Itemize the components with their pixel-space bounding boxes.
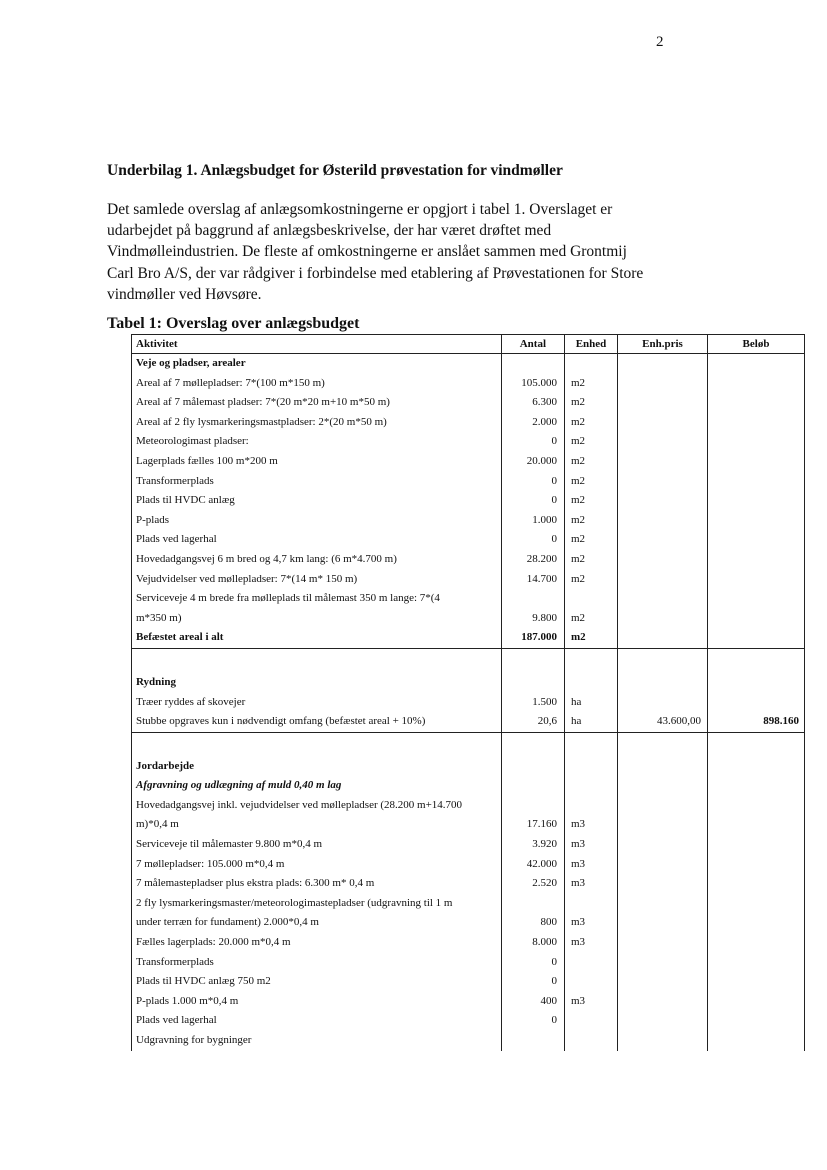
row-amount xyxy=(708,491,805,511)
row-amount xyxy=(708,894,805,914)
header-enhpris: Enh.pris xyxy=(618,335,708,354)
row-quantity xyxy=(502,796,565,816)
row-amount xyxy=(708,609,805,629)
table-body xyxy=(132,354,805,1051)
table-row xyxy=(132,413,805,433)
row-amount xyxy=(708,393,805,413)
row-activity: Plads til HVDC anlæg xyxy=(132,491,502,511)
row-unit-price xyxy=(618,1031,708,1051)
row-unit xyxy=(565,1031,618,1051)
row-amount xyxy=(708,953,805,973)
row-activity: Lagerplads fælles 100 m*200 m xyxy=(132,452,502,472)
row-unit-price xyxy=(618,776,708,796)
row-activity: Afgravning og udlægning af muld 0,40 m lag xyxy=(132,776,502,796)
row-amount xyxy=(708,413,805,433)
header-enhed: Enhed xyxy=(565,335,618,354)
row-unit-price xyxy=(618,609,708,629)
table-row xyxy=(132,452,805,472)
row-unit-price: 43.600,00 xyxy=(618,712,708,732)
row-unit xyxy=(565,972,618,992)
row-unit: ha xyxy=(565,712,618,732)
table-row xyxy=(132,673,805,693)
row-quantity xyxy=(502,757,565,777)
row-activity: Befæstet areal i alt xyxy=(132,628,502,648)
row-amount xyxy=(708,589,805,609)
page-number: 2 xyxy=(656,34,664,50)
row-unit: m3 xyxy=(565,874,618,894)
row-amount xyxy=(708,628,805,648)
row-activity: Veje og pladser, arealer xyxy=(132,354,502,374)
row-unit-price xyxy=(618,855,708,875)
row-amount xyxy=(708,835,805,855)
row-amount xyxy=(708,693,805,713)
row-unit: ha xyxy=(565,693,618,713)
spacer-cell xyxy=(708,648,805,673)
row-unit xyxy=(565,1011,618,1031)
row-unit: m2 xyxy=(565,413,618,433)
spacer-cell xyxy=(618,732,708,757)
row-activity: Serviceveje 4 m brede fra mølleplads til målemast 350 m lange: 7*(4 xyxy=(132,589,502,609)
row-quantity: 800 xyxy=(502,913,565,933)
table-row xyxy=(132,374,805,394)
table-row xyxy=(132,894,805,914)
row-unit: m2 xyxy=(565,511,618,531)
table-row xyxy=(132,712,805,732)
row-unit-price xyxy=(618,953,708,973)
spacer-cell xyxy=(132,648,502,673)
row-activity: Areal af 7 målemast pladser: 7*(20 m*20 m+10 m*50 m) xyxy=(132,393,502,413)
row-activity: Fælles lagerplads: 20.000 m*0,4 m xyxy=(132,933,502,953)
row-quantity: 2.520 xyxy=(502,874,565,894)
row-amount xyxy=(708,1031,805,1051)
row-activity: 7 målemastepladser plus ekstra plads: 6.300 m* 0,4 m xyxy=(132,874,502,894)
row-activity: Transformerplads xyxy=(132,472,502,492)
table-row xyxy=(132,1011,805,1031)
row-unit-price xyxy=(618,550,708,570)
row-unit: m2 xyxy=(565,393,618,413)
spacer-cell xyxy=(502,648,565,673)
row-unit-price xyxy=(618,757,708,777)
spacer-cell xyxy=(708,732,805,757)
row-unit: m2 xyxy=(565,472,618,492)
row-activity: m*350 m) xyxy=(132,609,502,629)
row-quantity xyxy=(502,894,565,914)
row-amount xyxy=(708,933,805,953)
table-row xyxy=(132,511,805,531)
table-row xyxy=(132,913,805,933)
row-unit: m3 xyxy=(565,835,618,855)
row-activity: Areal af 2 fly lysmarkeringsmastpladser: 2*(20 m*50 m) xyxy=(132,413,502,433)
row-unit-price xyxy=(618,913,708,933)
table-row xyxy=(132,432,805,452)
row-unit-price xyxy=(618,933,708,953)
table-row xyxy=(132,757,805,777)
spacer-cell xyxy=(502,732,565,757)
row-unit xyxy=(565,796,618,816)
row-activity: Meteorologimast pladser: xyxy=(132,432,502,452)
document-heading: Underbilag 1. Anlægsbudget for Østerild prøvestation for vindmøller xyxy=(107,162,563,179)
row-quantity: 14.700 xyxy=(502,570,565,590)
row-quantity: 187.000 xyxy=(502,628,565,648)
row-activity: Hovedadgangsvej 6 m bred og 4,7 km lang: (6 m*4.700 m) xyxy=(132,550,502,570)
row-unit: m3 xyxy=(565,815,618,835)
row-amount xyxy=(708,972,805,992)
row-quantity: 1.500 xyxy=(502,693,565,713)
row-quantity xyxy=(502,673,565,693)
row-activity: Hovedadgangsvej inkl. vejudvidelser ved møllepladser (28.200 m+14.700 xyxy=(132,796,502,816)
row-unit xyxy=(565,894,618,914)
row-activity: Areal af 7 møllepladser: 7*(100 m*150 m) xyxy=(132,374,502,394)
table-row xyxy=(132,835,805,855)
spacer-cell xyxy=(132,732,502,757)
row-activity: P-plads xyxy=(132,511,502,531)
spacer-cell xyxy=(565,648,618,673)
row-unit: m2 xyxy=(565,452,618,472)
table-row xyxy=(132,472,805,492)
row-unit-price xyxy=(618,992,708,1012)
row-amount xyxy=(708,874,805,894)
table-caption: Tabel 1: Overslag over anlægsbudget xyxy=(107,315,360,332)
row-quantity: 8.000 xyxy=(502,933,565,953)
header-beloeb: Beløb xyxy=(708,335,805,354)
intro-paragraph: Det samlede overslag af anlægsomkostningerne er opgjort i tabel 1. Overslaget er udarbejdet på baggrund af anlægsbeskrivelse, der har været drøftet med Vindmølleindustrien. De fleste af omkostningerne er anslået sammen med Grontmij Carl Bro A/S, der var rådgiver i forbindelse med etablering af Prøvestationen for Store vindmøller ved Høvsøre. xyxy=(107,201,644,303)
row-quantity: 17.160 xyxy=(502,815,565,835)
table-row xyxy=(132,796,805,816)
row-unit-price xyxy=(618,628,708,648)
row-unit-price xyxy=(618,393,708,413)
row-activity: Stubbe opgraves kun i nødvendigt omfang (befæstet areal + 10%) xyxy=(132,712,502,732)
row-unit xyxy=(565,757,618,777)
table-row xyxy=(132,776,805,796)
row-unit-price xyxy=(618,673,708,693)
row-unit: m2 xyxy=(565,628,618,648)
budget-table xyxy=(131,334,805,1051)
row-unit xyxy=(565,589,618,609)
row-amount xyxy=(708,570,805,590)
row-quantity: 400 xyxy=(502,992,565,1012)
row-unit-price xyxy=(618,491,708,511)
row-activity: under terræn for fundament) 2.000*0,4 m xyxy=(132,913,502,933)
table-row xyxy=(132,693,805,713)
row-amount xyxy=(708,992,805,1012)
row-quantity xyxy=(502,776,565,796)
row-quantity: 3.920 xyxy=(502,835,565,855)
table-row xyxy=(132,992,805,1012)
row-activity: Plads ved lagerhal xyxy=(132,530,502,550)
row-amount xyxy=(708,757,805,777)
row-quantity: 6.300 xyxy=(502,393,565,413)
row-quantity: 105.000 xyxy=(502,374,565,394)
row-quantity: 1.000 xyxy=(502,511,565,531)
spacer-cell xyxy=(565,732,618,757)
row-activity: Jordarbejde xyxy=(132,757,502,777)
row-unit-price xyxy=(618,511,708,531)
row-amount xyxy=(708,354,805,374)
row-activity: Plads ved lagerhal xyxy=(132,1011,502,1031)
row-amount xyxy=(708,550,805,570)
row-unit-price xyxy=(618,413,708,433)
row-amount xyxy=(708,796,805,816)
table-row xyxy=(132,550,805,570)
row-quantity: 9.800 xyxy=(502,609,565,629)
row-unit: m3 xyxy=(565,855,618,875)
table-row xyxy=(132,570,805,590)
row-amount xyxy=(708,776,805,796)
row-quantity: 42.000 xyxy=(502,855,565,875)
row-unit-price xyxy=(618,452,708,472)
row-quantity: 2.000 xyxy=(502,413,565,433)
row-activity: 2 fly lysmarkeringsmaster/meteorologimastepladser (udgravning til 1 m xyxy=(132,894,502,914)
row-unit xyxy=(565,776,618,796)
row-unit-price xyxy=(618,432,708,452)
row-quantity: 0 xyxy=(502,1011,565,1031)
table-row xyxy=(132,972,805,992)
row-unit-price xyxy=(618,570,708,590)
row-unit: m2 xyxy=(565,491,618,511)
table-row xyxy=(132,1031,805,1051)
table-row xyxy=(132,933,805,953)
row-amount xyxy=(708,374,805,394)
row-amount xyxy=(708,913,805,933)
row-activity: Træer ryddes af skovejer xyxy=(132,693,502,713)
row-activity: Udgravning for bygninger xyxy=(132,1031,502,1051)
row-unit: m3 xyxy=(565,933,618,953)
table-row xyxy=(132,589,805,609)
row-unit-price xyxy=(618,835,708,855)
table-row xyxy=(132,855,805,875)
row-unit-price xyxy=(618,1011,708,1031)
row-unit: m3 xyxy=(565,913,618,933)
row-unit-price xyxy=(618,815,708,835)
row-amount: 898.160 xyxy=(708,712,805,732)
row-unit-price xyxy=(618,374,708,394)
row-activity: Vejudvidelser ved møllepladser: 7*(14 m* 150 m) xyxy=(132,570,502,590)
row-unit-price xyxy=(618,589,708,609)
row-activity: m)*0,4 m xyxy=(132,815,502,835)
row-quantity: 20,6 xyxy=(502,712,565,732)
row-quantity: 20.000 xyxy=(502,452,565,472)
row-quantity xyxy=(502,1031,565,1051)
spacer-row xyxy=(132,648,805,673)
row-quantity: 0 xyxy=(502,972,565,992)
spacer-row xyxy=(132,732,805,757)
row-unit: m2 xyxy=(565,432,618,452)
row-quantity xyxy=(502,589,565,609)
spacer-cell xyxy=(618,648,708,673)
row-quantity: 0 xyxy=(502,530,565,550)
row-unit: m2 xyxy=(565,609,618,629)
row-unit xyxy=(565,354,618,374)
table-row xyxy=(132,953,805,973)
row-quantity: 0 xyxy=(502,491,565,511)
row-unit-price xyxy=(618,796,708,816)
row-unit: m3 xyxy=(565,992,618,1012)
table-row xyxy=(132,530,805,550)
row-unit-price xyxy=(618,894,708,914)
table-row xyxy=(132,815,805,835)
row-amount xyxy=(708,452,805,472)
table-row xyxy=(132,354,805,374)
row-amount xyxy=(708,472,805,492)
row-unit-price xyxy=(618,693,708,713)
row-unit xyxy=(565,673,618,693)
row-activity: Serviceveje til målemaster 9.800 m*0,4 m xyxy=(132,835,502,855)
row-unit: m2 xyxy=(565,530,618,550)
row-quantity: 0 xyxy=(502,472,565,492)
header-antal: Antal xyxy=(502,335,565,354)
row-unit xyxy=(565,953,618,973)
header-aktivitet: Aktivitet xyxy=(132,335,502,354)
row-quantity: 28.200 xyxy=(502,550,565,570)
row-activity: Rydning xyxy=(132,673,502,693)
row-unit-price xyxy=(618,972,708,992)
row-amount xyxy=(708,815,805,835)
row-amount xyxy=(708,432,805,452)
row-amount xyxy=(708,855,805,875)
row-unit: m2 xyxy=(565,550,618,570)
row-quantity: 0 xyxy=(502,953,565,973)
table-row xyxy=(132,491,805,511)
row-unit-price xyxy=(618,472,708,492)
row-activity: Transformerplads xyxy=(132,953,502,973)
row-activity: P-plads 1.000 m*0,4 m xyxy=(132,992,502,1012)
row-unit-price xyxy=(618,874,708,894)
row-quantity xyxy=(502,354,565,374)
table-row xyxy=(132,393,805,413)
row-amount xyxy=(708,530,805,550)
row-quantity: 0 xyxy=(502,432,565,452)
row-unit: m2 xyxy=(565,570,618,590)
table-row xyxy=(132,628,805,648)
row-unit: m2 xyxy=(565,374,618,394)
row-unit-price xyxy=(618,354,708,374)
table-row xyxy=(132,609,805,629)
row-amount xyxy=(708,1011,805,1031)
table-header-row xyxy=(132,335,805,354)
table-row xyxy=(132,874,805,894)
row-amount xyxy=(708,511,805,531)
row-activity: 7 møllepladser: 105.000 m*0,4 m xyxy=(132,855,502,875)
row-amount xyxy=(708,673,805,693)
row-unit-price xyxy=(618,530,708,550)
row-activity: Plads til HVDC anlæg 750 m2 xyxy=(132,972,502,992)
